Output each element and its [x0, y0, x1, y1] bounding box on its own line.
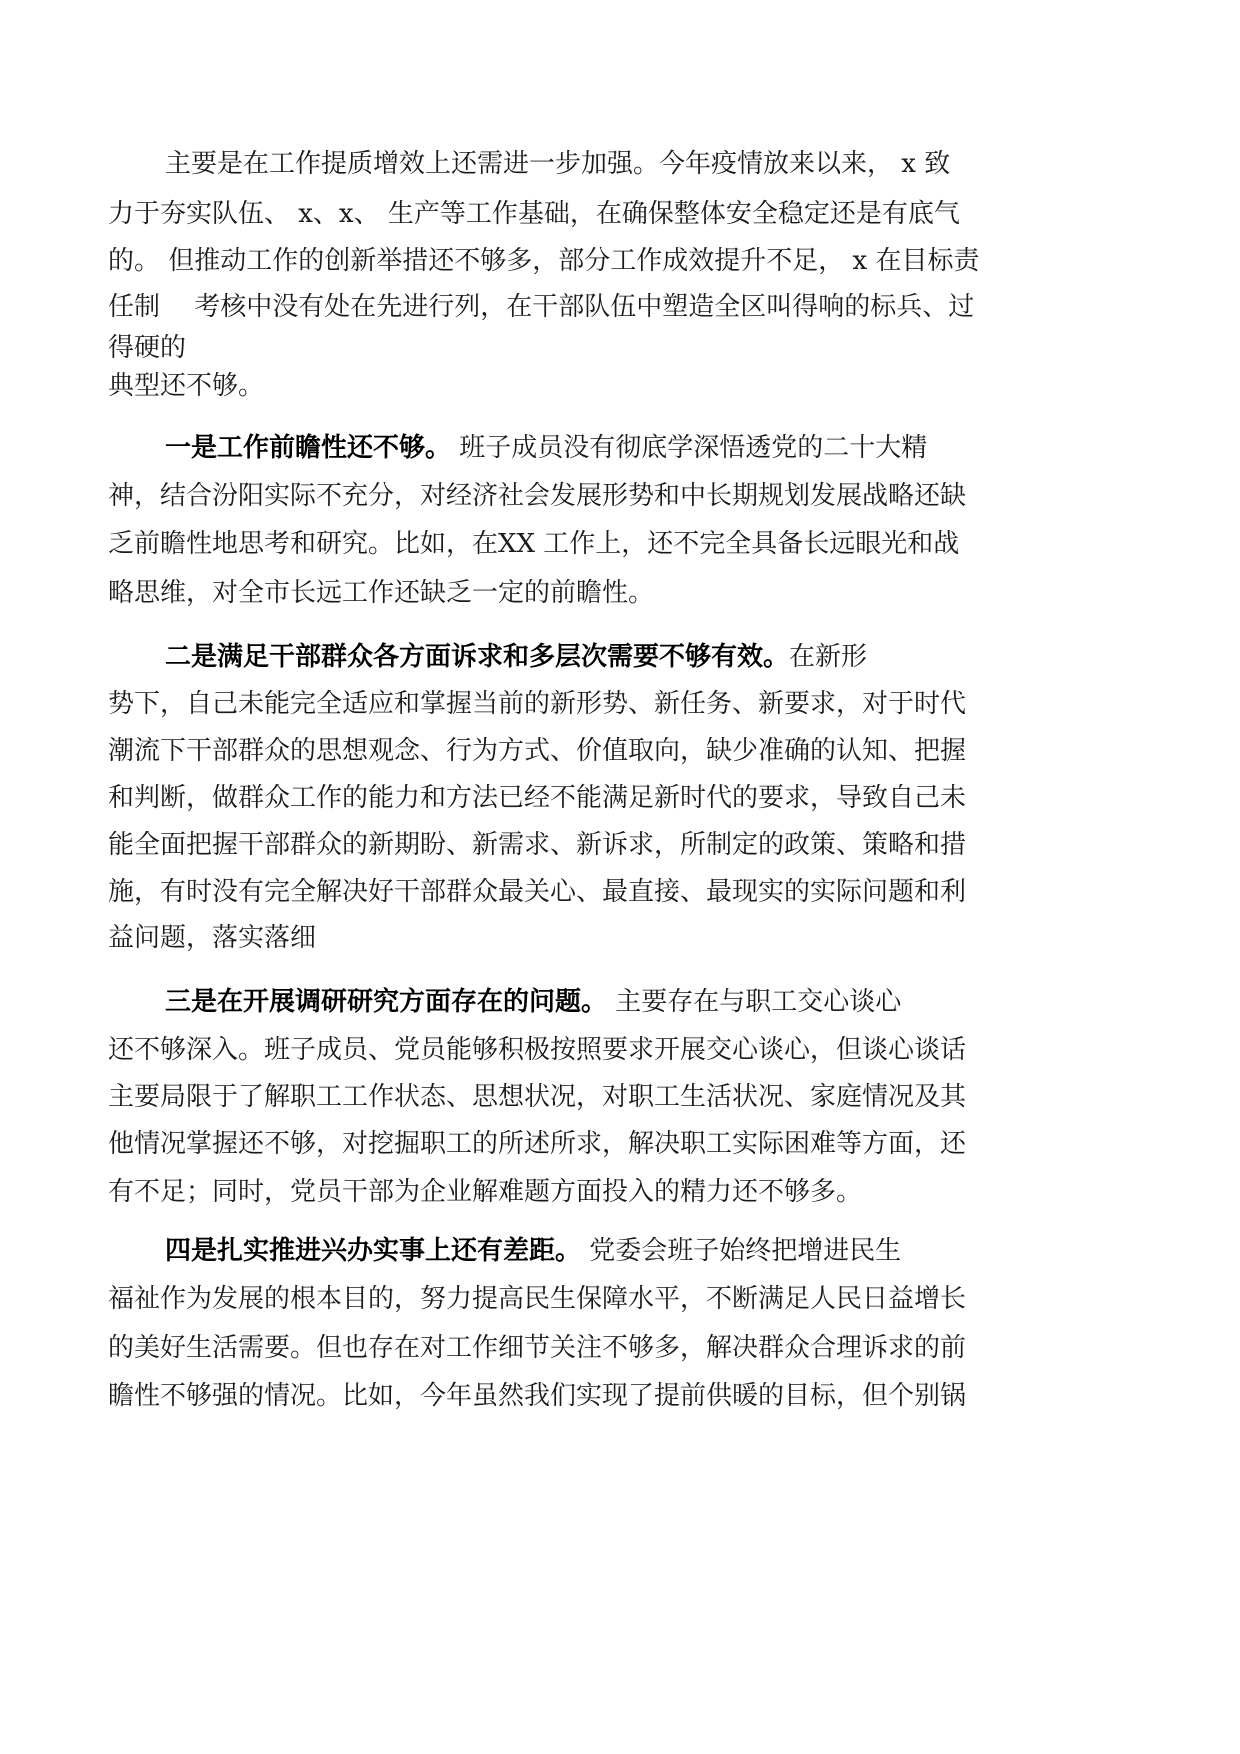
paragraph-1-line-2: 力于夯实队伍、 x、x、 生产等工作基础，在确保整体安全稳定还是有底气 [108, 199, 960, 229]
paragraph-5-line-1: 四是扎实推进兴办实事上还有差距。 党委会班子始终把增进民生 [165, 1236, 902, 1266]
paragraph-5-line-3: 的美好生活需要。但也存在对工作细节关注不够多，解决群众合理诉求的前 [108, 1333, 967, 1363]
paragraph-2-line-3: 乏前瞻性地思考和研究。比如，在XX 工作上，还不完全具备长远眼光和战 [108, 529, 960, 559]
paragraph-1-line-3: 的。 但推动工作的创新举措还不够多，部分工作成效提升不足， x 在目标责 [108, 246, 980, 276]
paragraph-3-lead: 二是满足干部群众各方面诉求和多层次需要不够有效。 [165, 642, 790, 672]
paragraph-4-lead: 三是在开展调研研究方面存在的问题。 [165, 987, 608, 1017]
paragraph-2-line-1: 一是工作前瞻性还不够。 班子成员没有彻底学深悟透党的二十大精 [165, 433, 928, 463]
paragraph-1-line-5: 得硬的 [108, 333, 187, 363]
paragraph-4-line-1: 三是在开展调研研究方面存在的问题。 主要存在与职工交心谈心 [165, 987, 902, 1017]
paragraph-1-line-1: 主要是在工作提质增效上还需进一步加强。今年疫情放来以来， x 致 [165, 149, 951, 179]
paragraph-5-line-2: 福祉作为发展的根本目的，努力提高民生保障水平，不断满足人民日益增长 [108, 1284, 967, 1314]
paragraph-1-line-4: 任制 考核中没有处在先进行列，在干部队伍中塑造全区叫得响的标兵、过 [108, 292, 975, 322]
paragraph-3-line-2: 势下，自己未能完全适应和掌握当前的新形势、新任务、新要求，对于时代 [108, 689, 967, 719]
paragraph-3-line-3: 潮流下干部群众的思想观念、行为方式、价值取向，缺少准确的认知、把握 [108, 736, 967, 766]
paragraph-4-line-5: 有不足；同时，党员干部为企业解难题方面投入的精力还不够多。 [108, 1177, 863, 1207]
paragraph-2-lead: 一是工作前瞻性还不够。 [165, 433, 452, 463]
paragraph-4-line-2: 还不够深入。班子成员、党员能够积极按照要求开展交心谈心，但谈心谈话 [108, 1035, 967, 1065]
paragraph-2-line-4: 略思维，对全市长远工作还缺乏一定的前瞻性。 [108, 578, 655, 608]
paragraph-4-line-4: 他情况掌握还不够，对挖掘职工的所述所求，解决职工实际困难等方面，还 [108, 1129, 967, 1159]
paragraph-1-line-6: 典型还不够。 [108, 371, 265, 401]
paragraph-3-line-6: 施，有时没有完全解决好干部群众最关心、最直接、最现实的实际问题和利 [108, 877, 967, 907]
paragraph-5-lead: 四是扎实推进兴办实事上还有差距。 [165, 1236, 582, 1266]
paragraph-3-line-1: 二是满足干部群众各方面诉求和多层次需要不够有效。在新形 [165, 642, 868, 672]
paragraph-3-line-5: 能全面把握干部群众的新期盼、新需求、新诉求，所制定的政策、策略和措 [108, 830, 967, 860]
paragraph-4-line-3: 主要局限于了解职工工作状态、思想状况，对职工生活状况、家庭情况及其 [108, 1082, 967, 1112]
paragraph-5-line-4: 瞻性不够强的情况。比如，今年虽然我们实现了提前供暖的目标，但个别锅 [108, 1381, 967, 1411]
paragraph-2-line-2: 神，结合汾阳实际不充分，对经济社会发展形势和中长期规划发展战略还缺 [108, 481, 967, 511]
paragraph-3-line-4: 和判断，做群众工作的能力和方法已经不能满足新时代的要求，导致自己未 [108, 783, 967, 813]
paragraph-3-line-7: 益问题，落实落细 [108, 923, 317, 953]
